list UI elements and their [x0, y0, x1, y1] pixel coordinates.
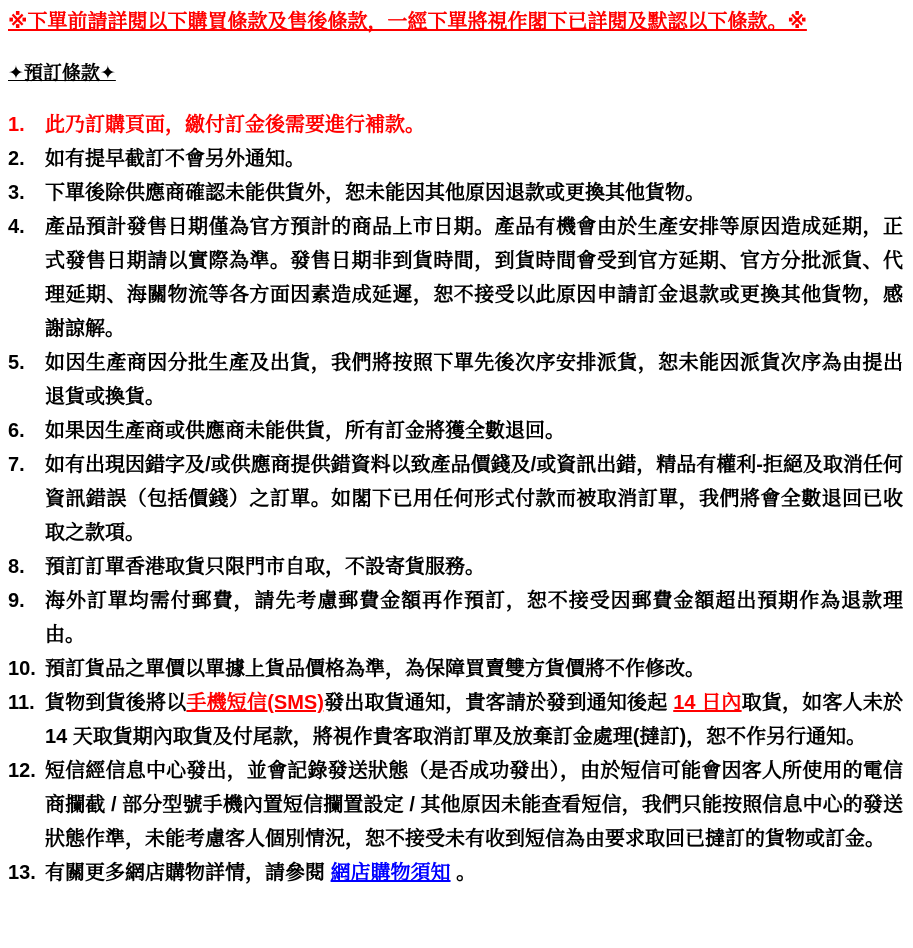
term-text — [45, 686, 903, 754]
text-segment: 如因生產商因分批生產及出貨，我們將按照下單先後次序安排派貨，恕未能因派貨次序為由提出退貨或換貨。 — [45, 352, 903, 408]
term-number: 5. — [8, 352, 25, 374]
term-text — [45, 856, 903, 890]
term-number: 1. — [8, 114, 25, 136]
term-item-4 — [8, 210, 903, 346]
term-item-12 — [8, 754, 903, 856]
term-item-5 — [8, 346, 903, 414]
text-segment: 如有提早截訂不會另外通知。 — [45, 148, 305, 170]
text-segment: 海外訂單均需付郵費，請先考慮郵費金額再作預訂，恕不接受因郵費金額超出預期作為退款理由。 — [45, 590, 903, 646]
preorder-terms-header: ✦預訂條款✦ — [8, 63, 116, 84]
term-item-2 — [8, 142, 903, 176]
text-segment: 下單後除供應商確認未能供貨外，恕未能因其他原因退款或更換其他貨物。 — [45, 182, 705, 204]
term-text — [45, 210, 903, 346]
shop-guide-link[interactable]: 網店購物須知 — [330, 862, 451, 884]
term-number: 9. — [8, 590, 25, 612]
term-text — [45, 142, 903, 176]
term-number: 8. — [8, 556, 25, 578]
term-number: 6. — [8, 420, 25, 442]
term-text — [45, 448, 903, 550]
term-number: 2. — [8, 148, 25, 170]
term-text — [45, 652, 903, 686]
term-item-10 — [8, 652, 903, 686]
text-segment: 預訂貨品之單價以單據上貨品價格為準，為保障買賣雙方貨價將不作修改。 — [45, 658, 705, 680]
deposit-notice-text: 此乃訂購頁面，繳付訂金後需要進行補款。 — [45, 114, 425, 136]
text-segment: 產品預計發售日期僅為官方預計的商品上市日期。產品有機會由於生產安排等原因造成延期，正式發售日期請以實際為準。發售日期非到貨時間，到貨時間會受到官方延期、官方分批派貨、代理延期、海關物流等各方面因素造成延遲，恕不接受以此原因申請訂金退款或更換其他貨物，感謝諒解。 — [45, 216, 903, 340]
text-segment: 預訂訂單香港取貨只限門市自取，不設寄貨服務。 — [45, 556, 485, 578]
document-title: ※下單前請詳閱以下購買條款及售後條款，一經下單將視作閣下已詳閱及默認以下條款。※ — [8, 11, 807, 33]
text-segment: 取貨，如客人未於 14 天取貨期內取貨及付尾款，將視作貴客取消訂單及放棄訂金處理(撻訂)，恕不作另行通知。 — [45, 692, 904, 748]
term-text — [45, 754, 903, 856]
term-number: 12. — [8, 760, 36, 782]
term-number: 10. — [8, 658, 36, 680]
text-segment: 有關更多網店購物詳情，請參閱 — [45, 862, 331, 884]
term-text — [45, 414, 903, 448]
term-item-9 — [8, 584, 903, 652]
term-number: 3. — [8, 182, 25, 204]
term-text — [45, 108, 903, 142]
text-segment: 短信經信息中心發出，並會記錄發送狀態（是否成功發出），由於短信可能會因客人所使用的電信商攔截 / 部分型號手機內置短信攔置設定 / 其他原因未能查看短信，我們只能按照信息中心的發送狀態作準，未能考慮客人個別情況，恕不接受未有收到短信為由要求取回已撻訂的貨物或訂金。 — [45, 760, 903, 850]
terms-document — [8, 8, 903, 890]
term-number: 11. — [8, 692, 35, 714]
term-text — [45, 550, 903, 584]
pickup-deadline-highlight: 14 日內 — [673, 692, 742, 714]
term-number: 4. — [8, 216, 25, 238]
term-item-6 — [8, 414, 903, 448]
sms-highlight: 手機短信(SMS) — [186, 692, 324, 714]
text-segment: 如果因生產商或供應商未能供貨，所有訂金將獲全數退回。 — [45, 420, 565, 442]
term-text — [45, 176, 903, 210]
term-text — [45, 584, 903, 652]
term-item-11 — [8, 686, 903, 754]
text-segment: 。 — [450, 862, 477, 884]
term-item-3 — [8, 176, 903, 210]
text-segment: 發出取貨通知，貴客請於發到通知後起 — [323, 692, 674, 714]
term-number: 13. — [8, 862, 36, 884]
text-segment: 如有出現因錯字及/或供應商提供錯資料以致產品價錢及/或資訊出錯，精品有權利-拒絕及取消任何資訊錯誤（包括價錢）之訂單。如閣下已用任何形式付款而被取消訂單，我們將會全數退回已收取之款項。 — [45, 454, 903, 544]
term-text — [45, 346, 903, 414]
term-item-1 — [8, 108, 903, 142]
term-item-8 — [8, 550, 903, 584]
term-item-13 — [8, 856, 903, 890]
term-number: 7. — [8, 454, 25, 476]
terms-list — [8, 108, 903, 890]
text-segment: 貨物到貨後將以 — [45, 692, 187, 714]
term-item-7 — [8, 448, 903, 550]
